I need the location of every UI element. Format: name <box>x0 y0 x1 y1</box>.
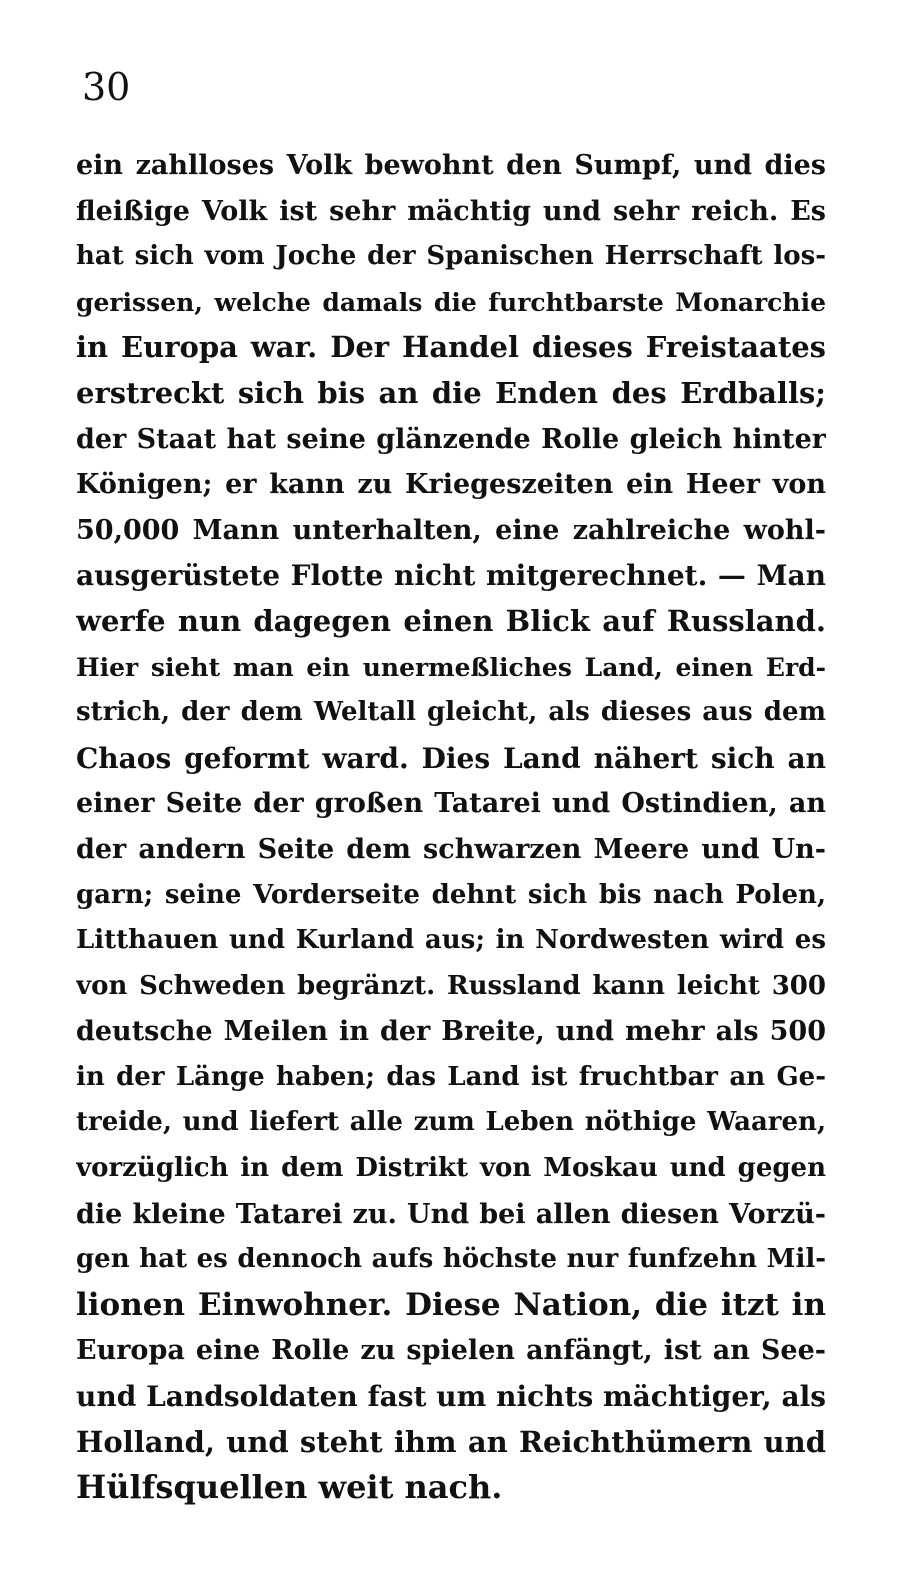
text-line: die kleine Tatarei zu. Und bei allen diesen Vorzü- <box>76 1198 826 1230</box>
text-line: Europa eine Rolle zu spielen anfängt, ist an See- <box>76 1335 826 1367</box>
text-line: treide, und liefert alle zum Leben nöthige Waaren, <box>76 1107 826 1138</box>
text-line: von Schweden begränzt. Russland kann leicht 300 <box>76 970 826 1001</box>
body-text <box>76 143 826 1511</box>
text-line: Litthauen und Kurland aus; in Nordwesten wird es <box>76 925 826 956</box>
text-line: Königen; er kann zu Kriegeszeiten ein Heer von <box>76 469 826 501</box>
text-line: garn; seine Vorderseite dehnt sich bis nach Polen, <box>76 879 826 910</box>
text-line: Hülfsquellen weit nach. <box>76 1468 503 1507</box>
text-line: und Landsoldaten fast um nichts mächtiger, als <box>76 1380 826 1414</box>
text-line: gerissen, welche damals die furchtbarste Monarchie <box>76 287 826 317</box>
text-line: ausgerüstete Flotte nicht mitgerechnet. — Man <box>76 559 826 593</box>
text-line: Holland, und steht ihm an Reichthümern und <box>76 1424 826 1459</box>
text-line: werfe nun dagegen einen Blick auf Russland. <box>76 603 826 638</box>
text-line: in der Länge haben; das Land ist fruchtbar an Ge- <box>76 1061 826 1092</box>
page-number: 30 <box>82 65 131 109</box>
text-line: ein zahlloses Volk bewohnt den Sumpf, und dies <box>76 150 826 181</box>
text-line: fleißige Volk ist sehr mächtig und sehr reich. Es <box>76 195 826 227</box>
text-line: einer Seite der großen Tatarei und Ostindien, an <box>76 788 826 820</box>
text-line: gen hat es dennoch aufs höchste nur funfzehn Mil- <box>76 1244 826 1275</box>
text-line: der Staat hat seine glänzende Rolle gleich hinter <box>76 423 826 455</box>
text-line: in Europa war. Der Handel dieses Freistaates <box>76 330 826 365</box>
text-line: Chaos geformt ward. Dies Land nähert sich an <box>76 741 826 775</box>
text-line: 50,000 Mann unterhalten, eine zahlreiche wohl- <box>76 514 826 546</box>
text-line: strich, der dem Weltall gleicht, als dieses aus dem <box>76 697 826 728</box>
text-line: der andern Seite dem schwarzen Meere und Un- <box>76 833 826 865</box>
text-line: Hier sieht man ein unermeßliches Land, einen Erd- <box>76 652 826 682</box>
text-line: hat sich vom Joche der Spanischen Herrschaft los- <box>76 241 826 272</box>
text-line: lionen Einwohner. Diese Nation, die itzt in <box>76 1286 826 1323</box>
text-line: erstreckt sich bis an die Enden des Erdballs; <box>76 375 826 410</box>
text-line: vorzüglich in dem Distrikt von Moskau und gegen <box>76 1153 826 1184</box>
text-line: deutsche Meilen in der Breite, und mehr als 500 <box>76 1016 826 1048</box>
